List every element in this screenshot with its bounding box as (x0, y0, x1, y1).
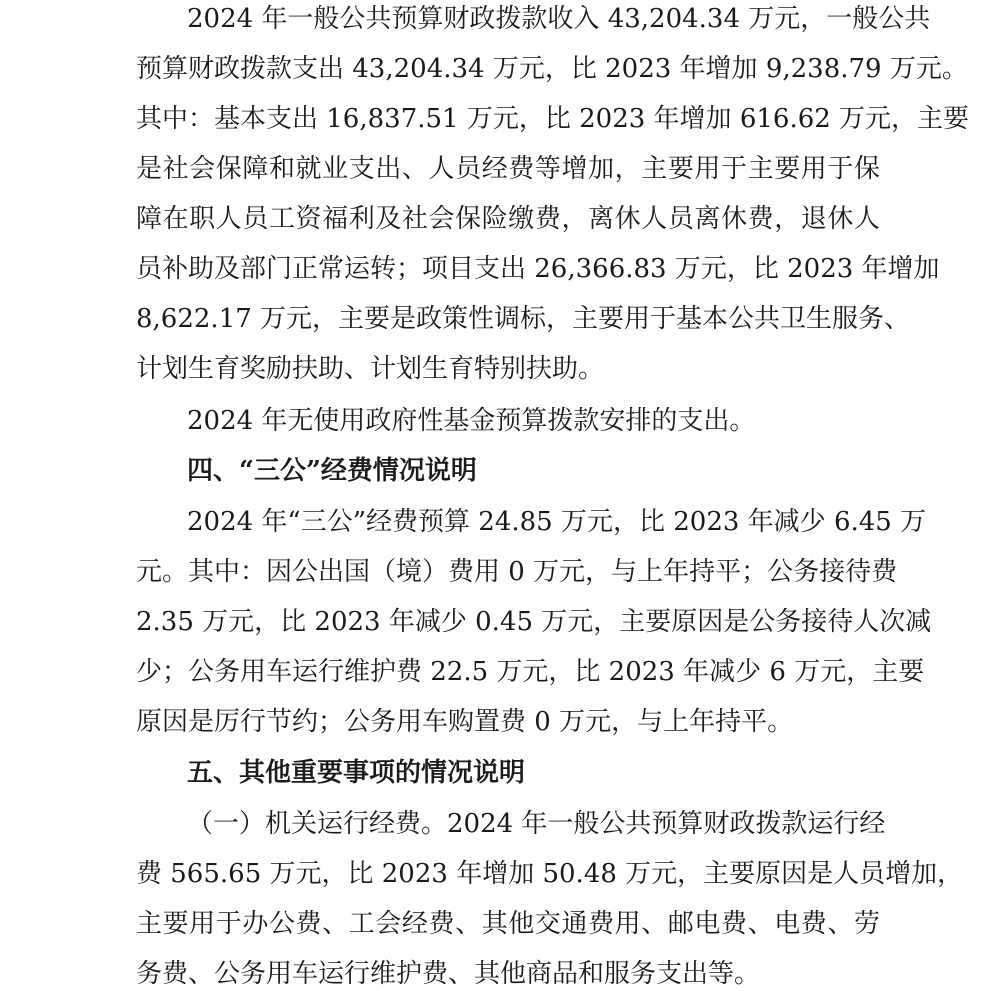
paragraph-line: 其中：基本支出 16,837.51 万元，比 2023 年增加 616.62 万元，主要 (136, 104, 970, 134)
paragraph-line: 主要用于办公费、工会经费、其他交通费用、邮电费、电费、劳 (136, 909, 880, 939)
paragraph-line: 2024 年无使用政府性基金预算拨款安排的支出。 (187, 406, 756, 436)
paragraph-line: 2.35 万元，比 2023 年减少 0.45 万元，主要原因是公务接待人次减 (136, 607, 932, 637)
paragraph-line: 障在职人员工资福利及社会保险缴费，离休人员离休费，退休人 (136, 204, 880, 234)
paragraph-line: 是社会保障和就业支出、人员经费等增加，主要用于主要用于保 (136, 154, 880, 184)
section-heading: 四、“三公”经费情况说明 (187, 456, 477, 486)
paragraph-line: 2024 年“三公”经费预算 24.85 万元，比 2023 年减少 6.45 万 (187, 507, 927, 537)
paragraph-line: （一）机关运行经费。2024 年一般公共预算财政拨款运行经 (187, 809, 886, 839)
paragraph-line: 计划生育奖励扶助、计划生育特别扶助。 (136, 354, 605, 384)
paragraph-line: 原因是厉行节约；公务用车购置费 0 万元，与上年持平。 (136, 707, 794, 737)
paragraph-line: 元。其中：因公出国（境）费用 0 万元，与上年持平；公务接待费 (136, 557, 898, 587)
paragraph-line: 费 565.65 万元，比 2023 年增加 50.48 万元，主要原因是人员增加， (136, 859, 964, 889)
paragraph-line: 预算财政拨款支出 43,204.34 万元，比 2023 年增加 9,238.79 万元。 (136, 54, 968, 84)
paragraph-line: 2024 年一般公共预算财政拨款收入 43,204.34 万元，一般公共 (187, 4, 931, 34)
paragraph-line: 务费、公务用车运行维护费、其他商品和服务支出等。 (136, 959, 761, 989)
paragraph-line: 少；公务用车运行维护费 22.5 万元，比 2023 年减少 6 万元，主要 (136, 657, 925, 687)
paragraph-line: 员补助及部门正常运转；项目支出 26,366.83 万元，比 2023 年增加 (136, 254, 940, 284)
paragraph-line: 8,622.17 万元，主要是政策性调标，主要用于基本公共卫生服务、 (136, 304, 911, 334)
section-heading: 五、其他重要事项的情况说明 (187, 758, 526, 788)
